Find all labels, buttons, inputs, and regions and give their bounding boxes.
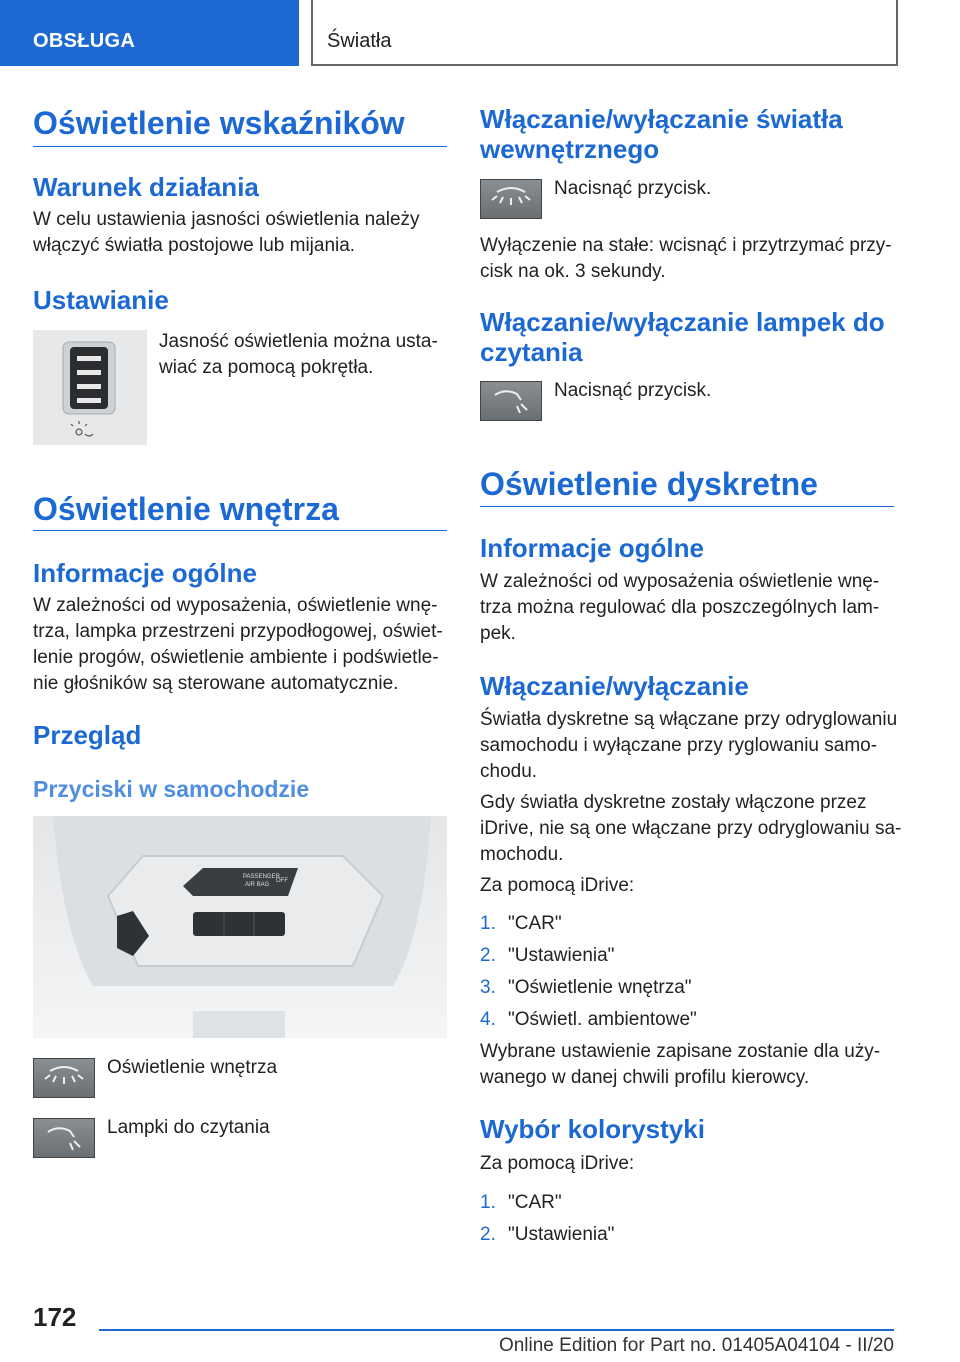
info-text-3: lenie progów, oświetlenie ambiente i podświetle-: [33, 647, 439, 668]
wybrane-text-2: wanego w danej chwili profilu kierowcy.: [480, 1067, 810, 1088]
za-pomoca-idrive-1: Za pomocą iDrive:: [480, 875, 635, 896]
heading-wlaczanie-swiatla-1: Włączanie/wyłączanie światła: [480, 104, 843, 134]
info-text-1: W zależności od wyposażenia, oświetlenie wnę-: [33, 595, 438, 616]
reading-light-button-icon: [480, 381, 542, 421]
ustawianie-text-1: Jasność oświetlenia można usta-: [159, 331, 438, 352]
wlwy-text-1: Światła dyskretne są włączane przy odryglowaniu: [480, 709, 898, 730]
edition-note: Online Edition for Part no. 01405A04104 - II/20: [498, 1335, 894, 1356]
gdy-text-2: iDrive, nie są one włączane przy odryglowaniu sa-: [480, 818, 902, 839]
list-item: 3. "Oświetlenie wnętrza": [480, 977, 692, 998]
info-text-2: trza, lampka przestrzeni przypodłogowej, oświet-: [33, 621, 443, 642]
section-title: OBSŁUGA: [33, 30, 136, 52]
wlwy-text-2: samochodu i wyłączane przy ryglowaniu samo-: [480, 735, 878, 756]
heading-informacje-ogolne-left: Informacje ogólne: [33, 558, 257, 588]
gdy-text-3: mochodu.: [480, 844, 564, 865]
warunek-text-2: włączyć światła postojowe lub mijania.: [33, 235, 356, 256]
wlwy-text-3: chodu.: [480, 761, 538, 782]
info-text-4: nie głośników są sterowane automatycznie.: [33, 673, 399, 694]
chapter-title: Światła: [327, 30, 392, 52]
wylacz-text-1: Wyłączenie na stałe: wcisnąć i przytrzymać przy-: [480, 235, 892, 256]
heading-rule: [480, 506, 894, 507]
section-tab: [0, 0, 299, 66]
reading-light-button-icon: [33, 1118, 95, 1158]
legend-oswietlenie-wnetrza: Oświetlenie wnętrza: [107, 1057, 278, 1078]
chapter-header: [311, 0, 898, 66]
warunek-text-1: W celu ustawienia jasności oświetlenia należy: [33, 209, 420, 230]
lampki-text: Nacisnąć przycisk.: [554, 380, 712, 401]
za-pomoca-idrive-2: Za pomocą iDrive:: [480, 1153, 635, 1174]
heading-rule: [33, 146, 447, 147]
wylacz-text-2: cisk na ok. 3 sekundy.: [480, 261, 666, 282]
heading-oswietlenie-wnetrza: Oświetlenie wnętrza: [33, 491, 339, 527]
heading-przyciski: Przyciski w samochodzie: [33, 776, 310, 802]
dimmer-wheel-image: [33, 330, 147, 445]
interior-light-button-icon: [480, 179, 542, 219]
roof-console-image: [33, 816, 447, 1038]
airbag-label: AIR BAG: [245, 882, 270, 888]
list-item: 2. "Ustawienia": [480, 1224, 615, 1245]
heading-lampki-1: Włączanie/wyłączanie lampek do: [480, 307, 885, 337]
gdy-text-1: Gdy światła dyskretne zostały włączone przez: [480, 792, 867, 813]
list-item: 2. "Ustawienia": [480, 945, 615, 966]
heading-oswietlenie-dyskretne: Oświetlenie dyskretne: [480, 466, 818, 502]
list-item: 1. "CAR": [480, 913, 562, 934]
interior-light-button-icon: [33, 1058, 95, 1098]
r-info-text-3: pek.: [480, 623, 516, 644]
legend-lampki-do-czytania: Lampki do czytania: [107, 1117, 270, 1138]
passenger-label: PASSENGER: [243, 874, 280, 880]
ustawianie-text-2: wiać za pomocą pokrętła.: [159, 357, 374, 378]
heading-oswietlenie-wskaznikow: Oświetlenie wskaźników: [33, 105, 405, 141]
wlacz-text: Nacisnąć przycisk.: [554, 178, 712, 199]
list-item: 1. "CAR": [480, 1192, 562, 1213]
r-info-text-1: W zależności od wyposażenia oświetlenie wnę-: [480, 571, 880, 592]
heading-wlaczanie-swiatla-2: wewnętrznego: [480, 134, 660, 164]
off-label: OFF: [276, 878, 288, 884]
footer-rule: [99, 1329, 894, 1331]
heading-informacje-ogolne-right: Informacje ogólne: [480, 533, 704, 563]
list-item: 4. "Oświetl. ambientowe": [480, 1009, 697, 1030]
page-number: 172: [33, 1302, 77, 1332]
heading-wybor-kolorystyki: Wybór kolorystyki: [480, 1114, 705, 1144]
heading-ustawianie: Ustawianie: [33, 285, 169, 315]
wybrane-text-1: Wybrane ustawienie zapisane zostanie dla uży-: [480, 1041, 881, 1062]
heading-rule: [33, 530, 447, 531]
heading-lampki-2: czytania: [480, 337, 583, 367]
heading-przeglad: Przegląd: [33, 720, 142, 750]
heading-wlaczanie-wylaczanie: Włączanie/wyłączanie: [480, 671, 749, 701]
r-info-text-2: trza można regulować dla poszczególnych lam-: [480, 597, 880, 618]
heading-warunek: Warunek działania: [33, 172, 259, 202]
